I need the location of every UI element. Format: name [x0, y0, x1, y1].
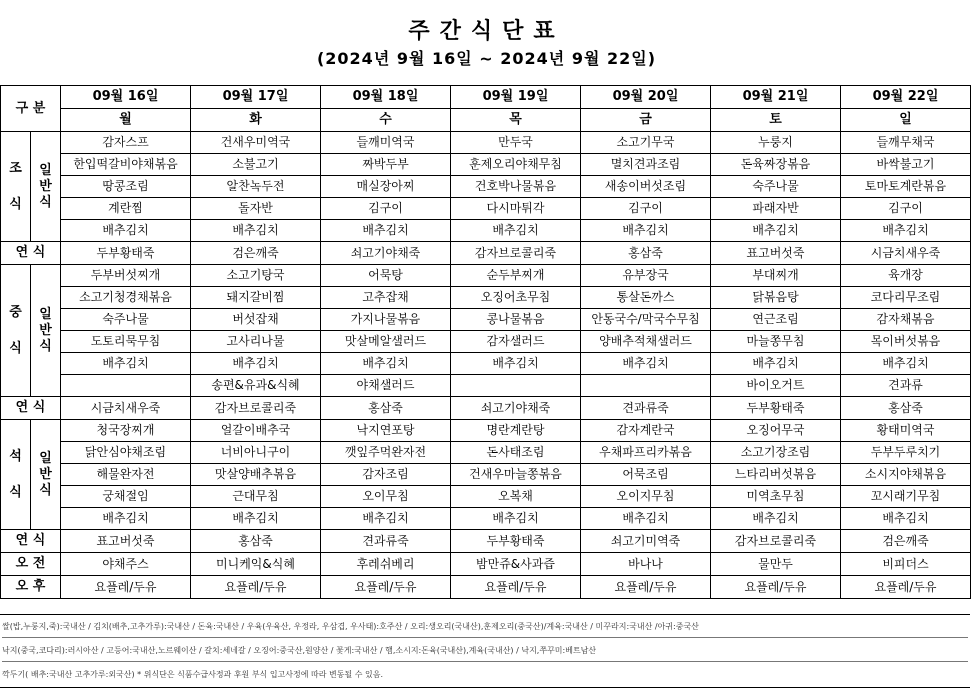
menu-cell: 견과류 [841, 375, 971, 397]
menu-cell: 오징어무국 [711, 420, 841, 442]
snack-cell: 요플레/두유 [191, 576, 321, 599]
menu-cell: 배추김치 [711, 508, 841, 530]
menu-table [0, 85, 971, 599]
menu-cell: 오이무침 [321, 486, 451, 508]
snack-cell: 요플레/두유 [321, 576, 451, 599]
general-label-text: 일 반 식 [39, 306, 52, 354]
menu-cell: 궁채절임 [61, 486, 191, 508]
menu-cell: 배추김치 [451, 508, 581, 530]
dinner-general-label [31, 420, 61, 530]
snack-cell: 요플레/두유 [451, 576, 581, 599]
menu-cell: 안동국수/막국수무침 [581, 309, 711, 331]
menu-cell [581, 375, 711, 397]
menu-cell: 양배추적채샐러드 [581, 331, 711, 353]
menu-cell: 짜박두부 [321, 154, 451, 176]
breakfast-menu-row [1, 132, 971, 154]
menu-cell: 어묵조림 [581, 464, 711, 486]
menu-cell: 버섯잡채 [191, 309, 321, 331]
menu-cell: 순두부찌개 [451, 265, 581, 287]
breakfast-menu-row [1, 198, 971, 220]
menu-cell: 육개장 [841, 265, 971, 287]
menu-cell: 계란찜 [61, 198, 191, 220]
menu-cell: 건호박나물볶음 [451, 176, 581, 198]
menu-cell: 배추김치 [711, 353, 841, 375]
menu-cell: 소고기무국 [581, 132, 711, 154]
lunch-menu-row [1, 265, 971, 287]
menu-cell: 닭안심야채조림 [61, 442, 191, 464]
soft-diet-cell: 감자브로콜리죽 [711, 530, 841, 553]
menu-cell: 소고기장조림 [711, 442, 841, 464]
menu-cell: 김구이 [581, 198, 711, 220]
soft-diet-cell: 홍삼죽 [841, 397, 971, 420]
breakfast-menu-row [1, 220, 971, 242]
menu-cell: 돈사태조림 [451, 442, 581, 464]
dinner-soft-label: 연 식 [1, 530, 61, 553]
pm-snack-row [1, 576, 971, 599]
lunch-general-label [31, 265, 61, 397]
menu-cell: 배추김치 [581, 353, 711, 375]
menu-cell: 김구이 [841, 198, 971, 220]
menu-cell: 매실장아찌 [321, 176, 451, 198]
menu-cell: 연근조림 [711, 309, 841, 331]
snack-cell: 요플레/두유 [841, 576, 971, 599]
day-header: 수 [321, 109, 451, 132]
soft-diet-cell: 시금치새우죽 [841, 242, 971, 265]
origin-note-3: 깍두기( 배추:국내산 고추가루:외국산) * 위식단은 식품수급사정과 후원 부식 입고사정에 따라 변동될 수 있음. [2, 670, 383, 679]
meal-label-text: 석 식 [9, 448, 22, 500]
soft-diet-cell: 홍삼죽 [581, 242, 711, 265]
am-snack-row [1, 553, 971, 576]
menu-cell: 부대찌개 [711, 265, 841, 287]
menu-cell: 돌자반 [191, 198, 321, 220]
general-label-text: 일 반 식 [39, 450, 52, 498]
menu-cell: 알찬녹두전 [191, 176, 321, 198]
menu-cell: 얼갈이배추국 [191, 420, 321, 442]
snack-cell: 밤만쥬&사과즙 [451, 553, 581, 576]
menu-cell: 건새우마늘쫑볶음 [451, 464, 581, 486]
soft-diet-cell: 견과류죽 [581, 397, 711, 420]
soft-diet-cell: 두부황태죽 [451, 530, 581, 553]
snack-cell: 요플레/두유 [581, 576, 711, 599]
snack-cell: 요플레/두유 [711, 576, 841, 599]
snack-cell: 미니케익&식혜 [191, 553, 321, 576]
menu-cell: 황태미역국 [841, 420, 971, 442]
page-title: 주간식단표 [408, 19, 565, 44]
lunch-label [1, 265, 31, 397]
menu-cell: 소고기탕국 [191, 265, 321, 287]
menu-cell: 배추김치 [321, 220, 451, 242]
snack-cell: 물만두 [711, 553, 841, 576]
day-header: 목 [451, 109, 581, 132]
menu-cell: 고추잡채 [321, 287, 451, 309]
menu-cell: 통살돈까스 [581, 287, 711, 309]
menu-cell: 만두국 [451, 132, 581, 154]
menu-cell: 소고기청경채볶음 [61, 287, 191, 309]
menu-cell: 감자채볶음 [841, 309, 971, 331]
lunch-soft-row [1, 397, 971, 420]
dinner-soft-row [1, 530, 971, 553]
menu-cell: 배추김치 [191, 220, 321, 242]
lunch-menu-row [1, 375, 971, 397]
meal-label-text: 조 식 [9, 160, 22, 212]
menu-cell: 코다리무조림 [841, 287, 971, 309]
menu-cell: 소불고기 [191, 154, 321, 176]
menu-cell: 너비아니구이 [191, 442, 321, 464]
menu-cell: 맛살양배추볶음 [191, 464, 321, 486]
menu-cell: 배추김치 [451, 353, 581, 375]
snack-cell: 야채주스 [61, 553, 191, 576]
date-header: 09월 20일 [581, 86, 711, 109]
menu-cell: 콩나물볶음 [451, 309, 581, 331]
soft-diet-cell: 홍삼죽 [321, 397, 451, 420]
soft-diet-cell: 검은깨죽 [841, 530, 971, 553]
soft-diet-cell: 쇠고기야채죽 [321, 242, 451, 265]
soft-diet-cell: 표고버섯죽 [711, 242, 841, 265]
menu-cell: 감자조림 [321, 464, 451, 486]
dinner-menu-row [1, 486, 971, 508]
date-header: 09월 17일 [191, 86, 321, 109]
menu-cell: 땅콩조림 [61, 176, 191, 198]
menu-cell: 돈육짜장볶음 [711, 154, 841, 176]
menu-cell: 마늘쫑무침 [711, 331, 841, 353]
soft-diet-cell: 두부황태죽 [61, 242, 191, 265]
soft-diet-cell: 감자브로콜리죽 [451, 242, 581, 265]
menu-cell: 배추김치 [581, 508, 711, 530]
snack-cell: 요플레/두유 [61, 576, 191, 599]
menu-cell: 도토리묵무침 [61, 331, 191, 353]
date-range: (2024년 9월 16일 ~ 2024년 9월 22일) [316, 49, 657, 68]
breakfast-soft-label: 연 식 [1, 242, 61, 265]
menu-cell: 명란계란탕 [451, 420, 581, 442]
menu-cell: 배추김치 [321, 508, 451, 530]
menu-cell: 배추김치 [581, 220, 711, 242]
menu-cell: 배추김치 [191, 353, 321, 375]
menu-cell: 고사리나물 [191, 331, 321, 353]
menu-cell: 숙주나물 [61, 309, 191, 331]
date-header: 09월 22일 [841, 86, 971, 109]
am-snack-label: 오 전 [1, 553, 61, 576]
breakfast-label [1, 132, 31, 242]
lunch-menu-row [1, 309, 971, 331]
menu-cell: 배추김치 [61, 508, 191, 530]
menu-cell: 우채파프리카볶음 [581, 442, 711, 464]
dinner-menu-row [1, 464, 971, 486]
menu-cell: 소시지야채볶음 [841, 464, 971, 486]
menu-cell: 숙주나물 [711, 176, 841, 198]
menu-cell: 낙지연포탕 [321, 420, 451, 442]
snack-cell: 후레쉬베리 [321, 553, 451, 576]
breakfast-soft-row [1, 242, 971, 265]
menu-cell: 다시마튀각 [451, 198, 581, 220]
menu-cell: 배추김치 [841, 508, 971, 530]
menu-cell: 배추김치 [841, 220, 971, 242]
soft-diet-cell: 감자브로콜리죽 [191, 397, 321, 420]
snack-cell: 비피더스 [841, 553, 971, 576]
menu-cell: 송편&유과&식혜 [191, 375, 321, 397]
soft-diet-cell: 쇠고기미역죽 [581, 530, 711, 553]
lunch-menu-row [1, 287, 971, 309]
notes-section [0, 614, 970, 688]
origin-note-2: 낙지(중국,코다리):러시아산 / 고등어:국내산,노르웨이산 / 갈치:세네갈 / 오징어:중국산,원양산 / 꽃게:국내산 / 햄,소시지:돈육(국내산),계육(국내산) / 낙지,쭈꾸미:베트남산 [2, 641, 968, 662]
menu-cell: 들깨미역국 [321, 132, 451, 154]
dinner-menu-row [1, 442, 971, 464]
breakfast-general-label [31, 132, 61, 242]
menu-cell: 깻잎주먹완자전 [321, 442, 451, 464]
menu-cell: 두부두루치기 [841, 442, 971, 464]
menu-cell: 배추김치 [321, 353, 451, 375]
menu-cell: 바이오거트 [711, 375, 841, 397]
menu-cell [451, 375, 581, 397]
snack-cell: 바나나 [581, 553, 711, 576]
soft-diet-cell: 시금치새우죽 [61, 397, 191, 420]
date-header: 09월 21일 [711, 86, 841, 109]
general-label-text: 일 반 식 [39, 162, 52, 210]
menu-cell [61, 375, 191, 397]
menu-cell: 꼬시래기무침 [841, 486, 971, 508]
lunch-soft-label: 연 식 [1, 397, 61, 420]
menu-cell: 배추김치 [61, 353, 191, 375]
day-header: 월 [61, 109, 191, 132]
breakfast-menu-row [1, 176, 971, 198]
origin-note-1: 쌀(밥,누룽지,죽):국내산 / 김치(배추,고추가루):국내산 / 돈육:국내산 / 우육(우육산, 우정라, 우삼겹, 우사태):호주산 / 오리:생오리(국내산),훈제오리(중국산)/계육:국내산 / 미꾸라지:국내산 /아귀:중국산 [2, 617, 968, 638]
menu-cell: 감자스프 [61, 132, 191, 154]
header-day-row [1, 109, 971, 132]
menu-cell: 감자계란국 [581, 420, 711, 442]
menu-cell: 바싹불고기 [841, 154, 971, 176]
menu-cell: 훈제오리야채무침 [451, 154, 581, 176]
menu-cell: 돼지갈비찜 [191, 287, 321, 309]
day-header: 화 [191, 109, 321, 132]
menu-cell: 유부장국 [581, 265, 711, 287]
menu-cell: 두부버섯찌개 [61, 265, 191, 287]
menu-cell: 야채샐러드 [321, 375, 451, 397]
menu-cell: 새송이버섯조림 [581, 176, 711, 198]
menu-cell: 가지나물볶음 [321, 309, 451, 331]
menu-cell: 오징어초무침 [451, 287, 581, 309]
menu-cell: 청국장찌개 [61, 420, 191, 442]
menu-cell: 들깨무채국 [841, 132, 971, 154]
menu-cell: 김구이 [321, 198, 451, 220]
date-header: 09월 18일 [321, 86, 451, 109]
soft-diet-cell: 홍삼죽 [191, 530, 321, 553]
dinner-menu-row [1, 508, 971, 530]
menu-cell: 목이버섯볶음 [841, 331, 971, 353]
menu-cell: 배추김치 [711, 220, 841, 242]
menu-cell: 배추김치 [191, 508, 321, 530]
menu-cell: 근대무침 [191, 486, 321, 508]
menu-cell: 누룽지 [711, 132, 841, 154]
menu-cell: 닭볶음탕 [711, 287, 841, 309]
soft-diet-cell: 표고버섯죽 [61, 530, 191, 553]
day-header: 일 [841, 109, 971, 132]
header-date-row [1, 86, 971, 109]
date-header: 09월 19일 [451, 86, 581, 109]
soft-diet-cell: 쇠고기야채죽 [451, 397, 581, 420]
menu-cell: 배추김치 [841, 353, 971, 375]
category-header: 구 분 [1, 86, 61, 132]
menu-cell: 어묵탕 [321, 265, 451, 287]
menu-cell: 느타리버섯볶음 [711, 464, 841, 486]
menu-cell: 건새우미역국 [191, 132, 321, 154]
soft-diet-cell: 두부황태죽 [711, 397, 841, 420]
lunch-menu-row [1, 331, 971, 353]
pm-snack-label: 오 후 [1, 576, 61, 599]
menu-cell: 토마토계란볶음 [841, 176, 971, 198]
menu-cell: 파래자반 [711, 198, 841, 220]
dinner-label [1, 420, 31, 530]
menu-cell: 미역초무침 [711, 486, 841, 508]
menu-cell: 멸치견과조림 [581, 154, 711, 176]
menu-cell: 오복채 [451, 486, 581, 508]
meal-label-text: 중 식 [9, 304, 22, 356]
breakfast-menu-row [1, 154, 971, 176]
menu-cell: 배추김치 [451, 220, 581, 242]
day-header: 토 [711, 109, 841, 132]
menu-cell: 배추김치 [61, 220, 191, 242]
menu-cell: 오이지무침 [581, 486, 711, 508]
soft-diet-cell: 검은깨죽 [191, 242, 321, 265]
menu-cell: 감자샐러드 [451, 331, 581, 353]
soft-diet-cell: 견과류죽 [321, 530, 451, 553]
menu-cell: 해물완자전 [61, 464, 191, 486]
lunch-menu-row [1, 353, 971, 375]
day-header: 금 [581, 109, 711, 132]
dinner-menu-row [1, 420, 971, 442]
menu-cell: 한입떡갈비야채볶음 [61, 154, 191, 176]
menu-cell: 맛살메알샐러드 [321, 331, 451, 353]
date-header: 09월 16일 [61, 86, 191, 109]
